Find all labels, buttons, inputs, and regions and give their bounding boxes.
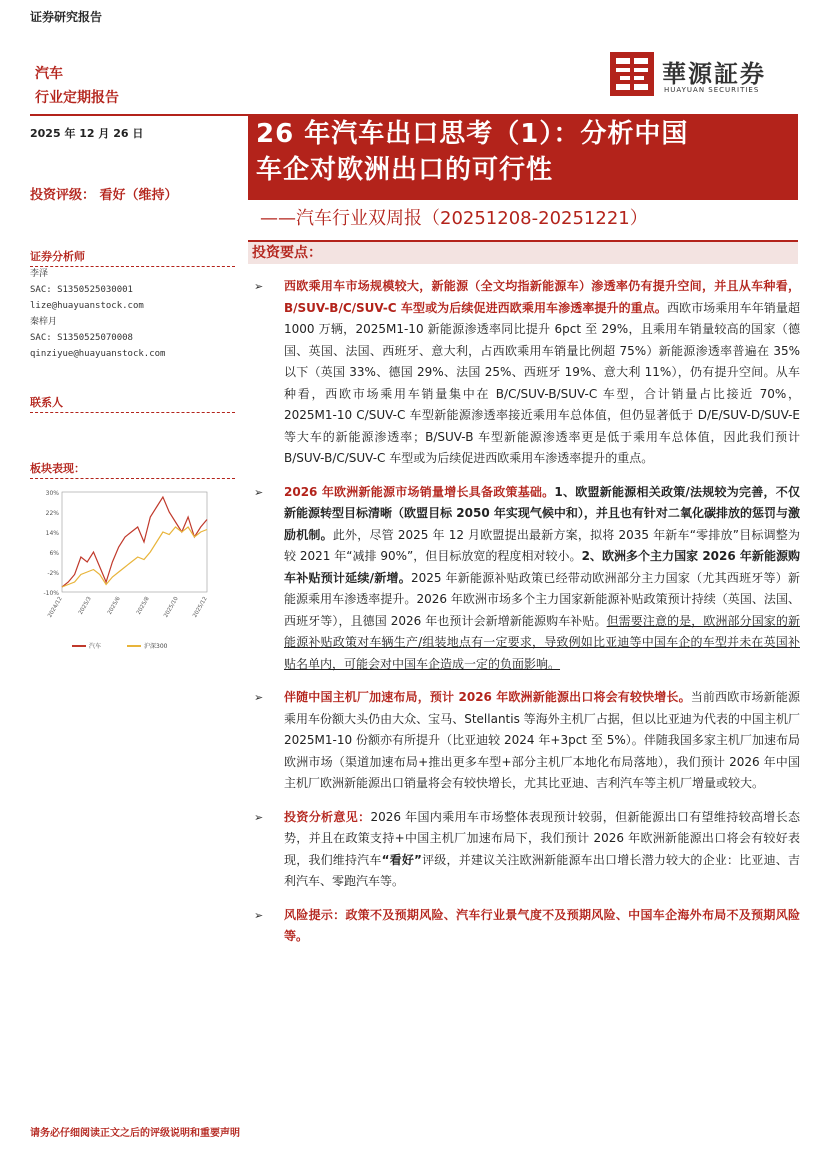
rating xyxy=(30,184,178,203)
subtitle: ——汽车行业双周报（20251208-20251221） xyxy=(260,208,648,229)
analyst-line: lize@huayuanstock.com xyxy=(30,301,144,311)
sector-block xyxy=(35,62,119,110)
analyst-line: qinziyue@huayuanstock.com xyxy=(30,349,166,359)
brand-name-cn: 華源証券 xyxy=(662,59,766,88)
rating-value: 看好（维持） xyxy=(99,188,178,203)
bullet-bold: 2、欧洲多个主力国家 2026 年新能源购车补贴预计延续/新增。 xyxy=(284,549,800,585)
series-line-hs300 xyxy=(62,527,207,587)
bullet-arrow-icon: ➢ xyxy=(254,485,264,499)
bullet-heading: 伴随中国主机厂加速布局，预计 2026 年欧洲新能源出口将会有较快增长。 xyxy=(284,690,691,704)
x-tick-label: 2025/12 xyxy=(192,596,209,619)
y-tick-label: 30% xyxy=(45,490,59,497)
chart-frame xyxy=(62,492,207,592)
bullet-arrow-icon: ➢ xyxy=(254,280,264,293)
y-tick-label: 14% xyxy=(45,530,59,537)
bullet-body: 2025 年新能源补贴政策已经带动欧洲部分主力国家（尤其西班牙等）新能源乘用车渗透率提升。2026 年欧洲市场多个主力国家新能源补贴政策预计持续（英国、法国、西班牙等），且德国 2026 年也预计会新增新能源购车补贴。 xyxy=(284,570,800,628)
bullet-item xyxy=(254,276,800,470)
y-tick-label: 22% xyxy=(45,510,59,517)
bullet-item xyxy=(254,482,800,676)
bullet-heading: 投资分析意见： xyxy=(284,809,371,824)
analyst-line: 秦梓月 xyxy=(30,317,58,327)
bullet-heading: 西欧乘用车市场规模较大，新能源（全文均指新能源车）渗透率仍有提升空间，并且从车种看，B/SUV-B/C/SUV-C 车型或为后续促进西欧乘用车渗透率提升的重点。 xyxy=(284,279,800,315)
key-points-list xyxy=(254,276,800,960)
y-tick-label: -10% xyxy=(43,590,59,597)
analyst-heading: 证券分析师 xyxy=(30,248,235,267)
bullet-body: 评级，并建议关注欧洲新能源车出口增长潜力较大的企业：比亚迪、吉利汽车、零跑汽车等。 xyxy=(284,852,800,888)
bullet-underlined: 但需要注意的是，欧洲部分国家的新能源补贴政策对车辆生产/组装地点有一定要求，导致例如比亚迪等中国车企的车型并未在英国补贴名单内，可能会对中国车企造成一定的负面影响。 xyxy=(284,613,800,671)
y-tick-label: -2% xyxy=(47,570,59,577)
chart-heading: 板块表现： xyxy=(30,460,235,479)
y-tick-label: 6% xyxy=(49,550,59,557)
bullet-body: 当前西欧市场新能源乘用车份额大头仍由大众、宝马、Stellantis 等海外主机厂占据，但以比亚迪为代表的中国主机厂 2025M1-10 份额亦有所提升（比亚迪较 2024 年+3pct 至 5%）。伴随我国多家主机厂加速布局欧洲市场（渠道加速布局+推出更多车型+部分主机厂本地化布局落地），我们预计 2026 年中国主机厂欧洲新能源出口销量将会有较快增长，尤其比亚迪、吉利汽车等主机厂增量或较大。 xyxy=(284,690,800,790)
risk-warning: 风险提示：政策不及预期风险、汽车行业景气度不及预期风险、中国车企海外布局不及预期风险等。 xyxy=(284,907,800,943)
bullet-item xyxy=(254,687,800,795)
bullet-bold: 1、欧盟新能源相关政策/法规较为完善，不仅新能源转型目标清晰（欧盟目标 2050 年实现气候中和），并且也有针对二氧化碳排放的惩罚与激励机制。 xyxy=(284,484,800,542)
bullet-item xyxy=(254,905,800,948)
legend-label: 汽车 xyxy=(89,643,102,650)
bullet-arrow-icon: ➢ xyxy=(254,691,264,704)
key-points-heading: 投资要点： xyxy=(252,245,322,261)
sector-performance-chart xyxy=(30,484,215,654)
bullet-body: 西欧市场乘用车年销量超 1000 万辆，2025M1-10 新能源渗透率同比提升 6pct 至 29%，且乘用车销量较高的国家（德国、英国、法国、西班牙、意大利，占西欧乘用车销量比例超 75%）新能源渗透率普遍在 35%以下（英国 33%、德国 29%、法国 25%、西班牙 19%、意大利 11%），仍有提升空间。从车种看，西欧市场乘用车销量集中在 B/C/SUV-B/SUV-C 车型，合计销量占比接近 70%，2025M1-10 C/SUV-C 车型新能源渗透率接近乘用车总体值，但仍显著低于 D/E/SUV-D/SUV-E 等大车的新能源渗透率；B/SUV-B 车型新能源渗透率更是低于乘用车总体值，因此我们预计 B/SUV-B/C/SUV-C 车型或为后续促进西欧乘用车渗透率提升的重点。 xyxy=(284,300,800,465)
sector-label: 汽车 xyxy=(35,66,63,82)
report-kind-label: 行业定期报告 xyxy=(35,90,119,106)
brand-logo xyxy=(610,52,785,98)
title-line-2: 车企对欧洲出口的可行性 xyxy=(256,155,554,185)
x-tick-label: 2025/6 xyxy=(106,596,122,616)
analyst-line: SAC: S1350525070008 xyxy=(30,333,133,343)
contact-heading: 联系人 xyxy=(30,394,235,413)
x-tick-label: 2025/3 xyxy=(77,596,93,616)
bullet-arrow-icon: ➢ xyxy=(254,810,264,824)
brand-name-en: HUAYUAN SECURITIES xyxy=(664,86,760,94)
bullet-heading: 2026 年欧洲新能源市场销量增长具备政策基础。 xyxy=(284,484,555,499)
legend-label: 沪深300 xyxy=(144,643,168,650)
bullet-item xyxy=(254,807,800,893)
bullet-body: 2026 年国内乘用车市场整体表现预计较弱，但新能源出口有望维持较高增长态势，并且在政策支持+中国主机厂加速布局下，我们预计 2026 年欧洲新能源出口将会有较好表现，我们维持汽车 xyxy=(284,809,800,867)
rating-emphasis: “看好” xyxy=(381,852,422,867)
analyst-line: 李泽 xyxy=(30,269,49,279)
footer-disclaimer: 请务必仔细阅读正文之后的评级说明和重要声明 xyxy=(30,1128,240,1139)
title-line-1: 26 年汽车出口思考（1）：分析中国 xyxy=(256,119,689,149)
x-tick-label: 2024/12 xyxy=(47,596,64,619)
x-tick-label: 2025/10 xyxy=(163,596,180,619)
bullet-body: 此外，尽管 2025 年 12 月欧盟提出最新方案，拟将 2035 年新车“零排放”目标调整为较 2021 年“减排 90%”，但目标放宽的程度相对较小。 xyxy=(284,527,800,563)
report-type-label: 证券研究报告 xyxy=(30,10,103,24)
x-tick-label: 2025/8 xyxy=(135,596,151,616)
rating-label: 投资评级： xyxy=(30,188,96,203)
analyst-list xyxy=(30,266,165,362)
key-points-bar xyxy=(248,240,798,264)
performance-chart-svg xyxy=(30,484,215,654)
report-date: 2025 年 12 月 26 日 xyxy=(30,127,144,140)
title-box xyxy=(248,116,798,200)
bullet-arrow-icon: ➢ xyxy=(254,908,264,922)
analyst-line: SAC: S1350525030001 xyxy=(30,285,133,295)
